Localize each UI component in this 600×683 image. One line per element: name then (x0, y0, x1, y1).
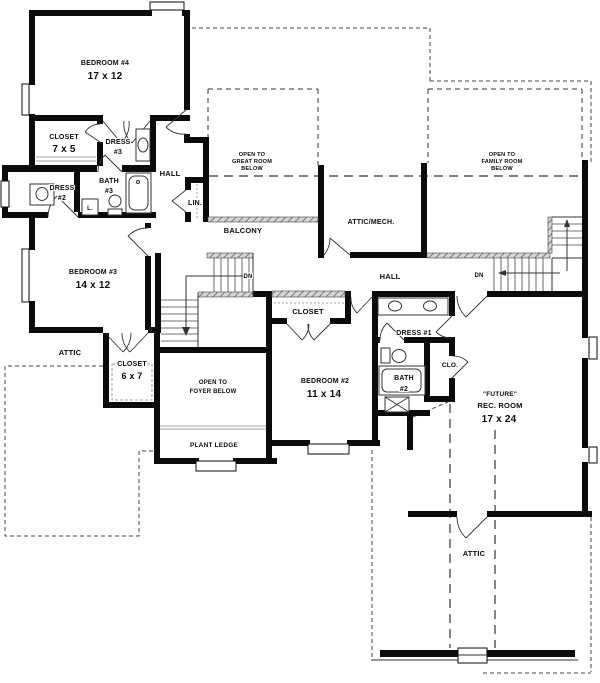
room-label-bath3-line2: #3 (104, 188, 114, 195)
room-label-linen-small: L. (87, 206, 93, 212)
dress1-sink-right (424, 301, 437, 311)
label-open-family-line1: OPEN TO (488, 152, 516, 158)
room-size-bedroom3: 14 x 12 (75, 280, 111, 291)
room-label-hall-center: HALL (379, 272, 401, 281)
bath3-tub-drain (137, 181, 140, 184)
room-label-attic-left: ATTIC (58, 348, 82, 357)
room-label-bath2-line1: BATH (394, 375, 414, 382)
room-label-bedroom2: BEDROOM #2 (300, 378, 350, 385)
room-label-dress2-line2: #2 (57, 195, 67, 202)
bath3-toilet (109, 195, 121, 207)
room-label-dress2-line1: DRESS (49, 185, 75, 192)
room-size-bedroom2: 11 x 14 (306, 389, 342, 400)
room-size-closet-7x5: 7 x 5 (52, 144, 76, 155)
label-open-family-line3: BELOW (491, 166, 513, 172)
label-open-family-line2: FAMILY ROOM (481, 159, 523, 165)
room-label-clo: CLO. (441, 362, 459, 369)
room-label-closet-6x7: CLOSET (117, 361, 147, 368)
label-open-foyer-line1: OPEN TO (198, 380, 228, 386)
room-label-closet-bedroom2: CLOSET (292, 307, 324, 316)
room-label-rec-line1: "FUTURE" (482, 391, 518, 398)
bath3-toilet-tank (108, 209, 122, 215)
room-label-bedroom4: BEDROOM #4 (80, 60, 130, 67)
label-open-great-line2: GREAT ROOM (231, 159, 273, 165)
room-size-closet-6x7: 6 x 7 (121, 371, 143, 381)
room-label-attic-bottom: ATTIC (462, 549, 486, 558)
room-label-lin: LIN. (187, 200, 203, 207)
dress1-sink-left (389, 301, 402, 311)
bath2-toilet-tank (381, 348, 390, 363)
room-label-bedroom3: BEDROOM #3 (68, 269, 118, 276)
room-label-attic-mech: ATTIC/MECH. (347, 219, 395, 226)
room-size-rec: 17 x 24 (481, 414, 517, 425)
room-label-bath3-line1: BATH (99, 178, 119, 185)
label-dn-right: DN (474, 273, 484, 279)
label-plant-ledge: PLANT LEDGE (189, 442, 239, 449)
dress2-sink (36, 188, 48, 201)
room-size-bedroom4: 17 x 12 (87, 71, 123, 82)
label-open-foyer-line2: FOYER BELOW (189, 389, 237, 395)
room-label-closet-7x5: CLOSET (49, 134, 79, 141)
label-open-great-line3: BELOW (241, 166, 263, 172)
stairs (161, 217, 582, 347)
label-balcony: BALCONY (223, 226, 263, 235)
roof-outline-dashes (5, 28, 591, 673)
room-label-bath2-line2: #2 (399, 386, 409, 393)
label-dn-left: DN (243, 274, 253, 280)
dress3-sink (138, 138, 148, 152)
room-label-rec-line2: REC. ROOM (477, 401, 523, 410)
room-label-dress3-line2: #3 (113, 149, 123, 156)
room-label-hall-upper: HALL (159, 169, 181, 178)
room-label-dress3-line1: DRESS (105, 139, 131, 146)
room-label-dress1: DRESS #1 (396, 330, 432, 337)
label-open-great-line1: OPEN TO (238, 152, 266, 158)
bath2-toilet (392, 350, 406, 363)
